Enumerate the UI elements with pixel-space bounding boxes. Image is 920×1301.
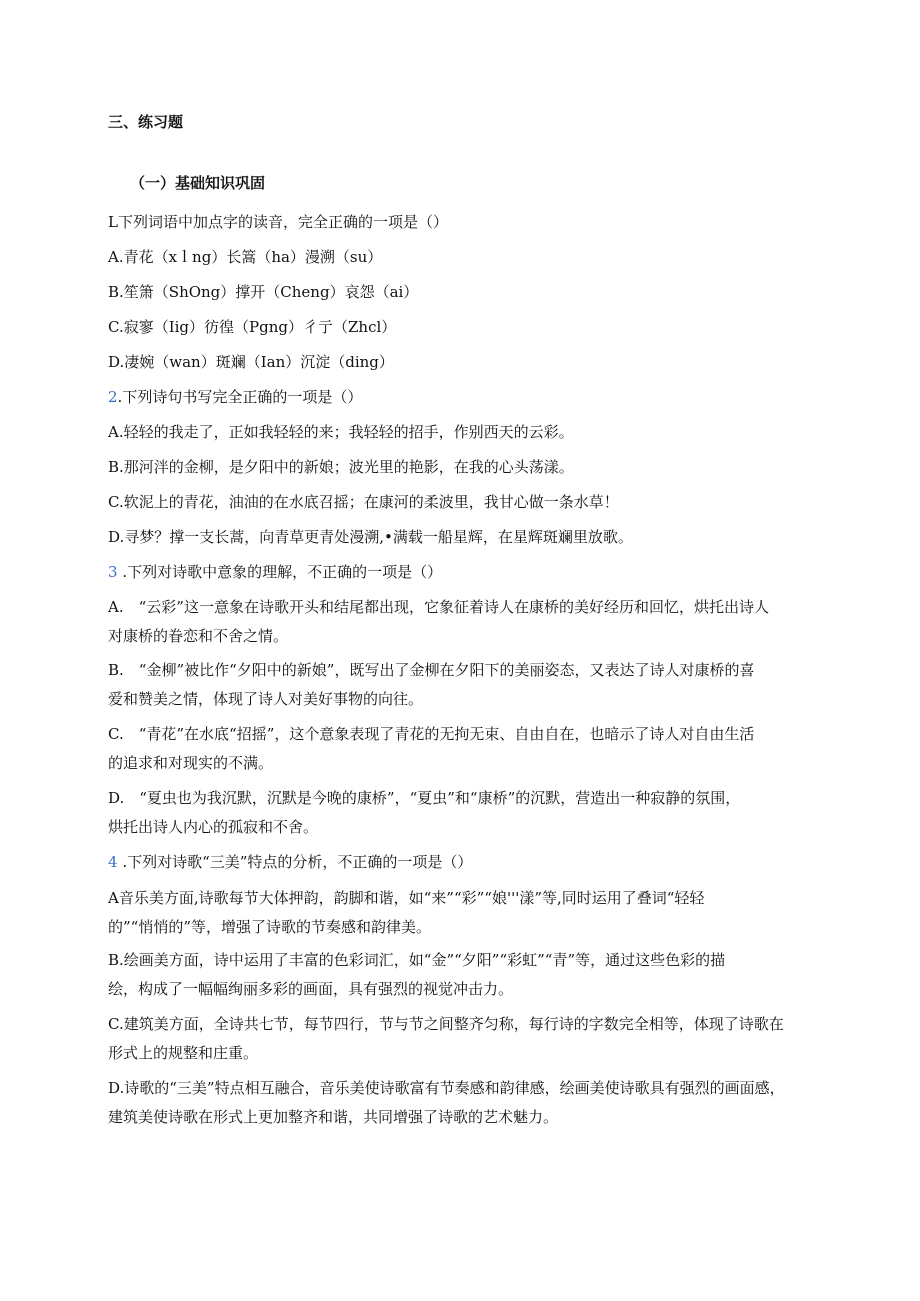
q2-option-a: A.轻轻的我走了，正如我轻轻的来；我轻轻的招手，作别西天的云彩。 (108, 423, 574, 441)
q4-option-c-line1: C.建筑美方面，全诗共七节，每节四行，节与节之间整齐匀称，每行诗的字数完全相等，体现了诗歌在 (108, 1015, 784, 1033)
q2-number: 2 (108, 388, 118, 406)
q4-option-b-line2: 绘，构成了一幅幅绚丽多彩的画面，具有强烈的视觉冲击力。 (108, 980, 514, 998)
q4-option-a-line1: A音乐美方面,诗歌每节大体押韵，韵脚和谐，如“来”“彩”“娘'''漾”等,同时运用了叠词“轻轻 (108, 889, 705, 907)
q3-option-a-line1: A. “云彩”这一意象在诗歌开头和结尾都出现，它象征着诗人在康桥的美好经历和回忆，烘托出诗人 (108, 598, 769, 616)
q4-option-a-line2: 的”“悄悄的”等，增强了诗歌的节奏感和韵律美。 (108, 918, 432, 936)
q3-option-d-line2: 烘托出诗人内心的孤寂和不舍。 (108, 818, 319, 836)
q3-number: 3 (108, 563, 118, 581)
q3-option-b-line1: B. “金柳”被比作“夕阳中的新娘”，既写出了金柳在夕阳下的美丽姿态，又表达了诗人对康桥的喜 (108, 661, 755, 679)
q3-option-a-line2: 对康桥的眷恋和不舍之情。 (108, 627, 289, 645)
q2-stem (108, 387, 808, 407)
q3-stem (108, 562, 808, 582)
q3-option-b-line2: 爱和赞美之情，体现了诗人对美好事物的向往。 (108, 690, 424, 708)
q2-stem-text: .下列诗句书写完全正确的一项是（） (117, 388, 363, 406)
q4-stem (108, 852, 808, 872)
q1-option-b: B.笙箫（ShOng）撑开（Cheng）哀怨（ai） (108, 283, 419, 301)
q3-option-d-line1: D. “夏虫也为我沉默，沉默是今晚的康桥”，“夏虫”和“康桥”的沉默，营造出一种寂静的氛围， (108, 789, 741, 807)
q4-option-b-line1: B.绘画美方面，诗中运用了丰富的色彩词汇，如“金”“夕阳”“彩虹”“青”等，通过这些色彩的描 (108, 951, 726, 969)
subsection-title: （一）基础知识巩固 (130, 174, 266, 192)
q1-option-a: A.青花（xｌng）长篙（ha）漫溯（su） (108, 248, 383, 266)
q4-option-d-line2: 建筑美使诗歌在形式上更加整齐和谐，共同增强了诗歌的艺术魅力。 (108, 1108, 559, 1126)
section-title: 三、练习题 (108, 113, 184, 131)
q3-stem-text: .下列对诗歌中意象的理解，不正确的一项是（） (117, 563, 443, 581)
q4-stem-text: .下列对诗歌“三美”特点的分析，不正确的一项是（） (117, 853, 473, 871)
q2-option-b: B.那河泮的金柳，是夕阳中的新娘；波光里的艳影，在我的心头荡漾。 (108, 458, 574, 476)
q4-option-c-line2: 形式上的规整和庄重。 (108, 1044, 259, 1062)
q2-option-d: D.寻梦？撑一支长蒿，向青草更青处漫溯,•满载一船星辉，在星辉斑斓里放歌。 (108, 528, 633, 546)
q1-option-c: C.寂寥（Iig）彷徨（Pgng）彳亍（Zhcl） (108, 318, 397, 336)
q4-option-d-line1: D.诗歌的“三美”特点相互融合，音乐美使诗歌富有节奏感和韵律感，绘画美使诗歌具有强烈的画面感， (108, 1079, 785, 1097)
q1-option-d: D.凄婉（wan）斑斓（Ian）沉淀（ding） (108, 353, 394, 371)
q1-stem: L下列词语中加点字的读音，完全正确的一项是（） (108, 213, 448, 231)
q3-option-c-line1: C. “青花”在水底“招摇”，这个意象表现了青花的无拘无束、自由自在，也暗示了诗人对自由生活 (108, 725, 755, 743)
q4-number: 4 (108, 853, 118, 871)
q3-option-c-line2: 的追求和对现实的不满。 (108, 754, 274, 772)
q2-option-c: C.软泥上的青花，油油的在水底召摇；在康河的柔波里，我甘心做一条水草！ (108, 493, 619, 511)
